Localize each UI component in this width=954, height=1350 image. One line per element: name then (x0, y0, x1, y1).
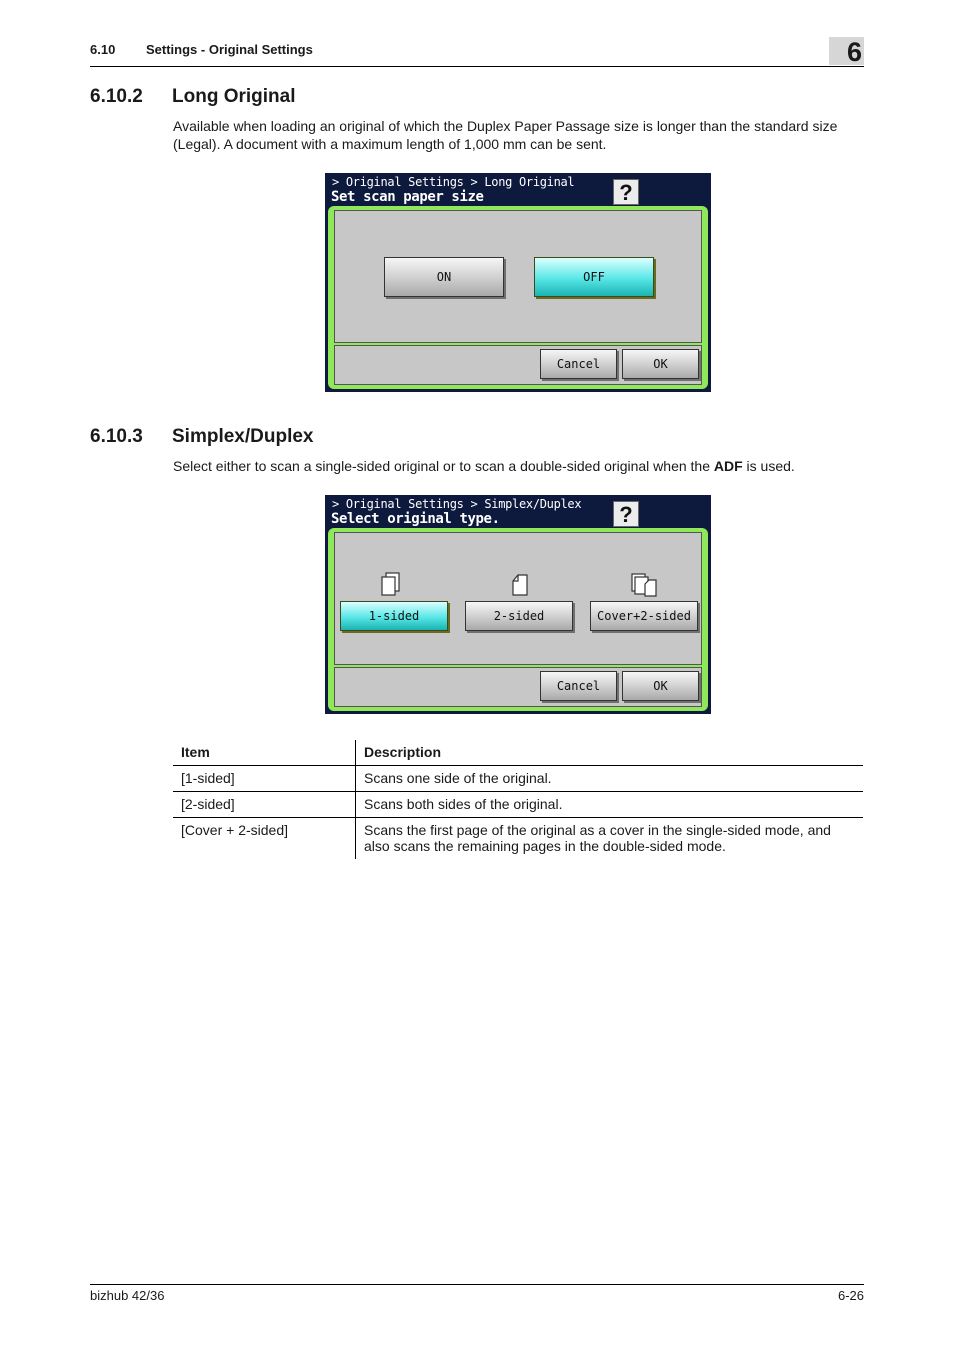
table-cell-description: Scans the first page of the original as a cover in the single-sided mode, and also scans the remaining pages in the double-sided mode. (364, 822, 831, 854)
header-section-number: 6.10 (90, 42, 116, 57)
help-button[interactable]: ? (613, 501, 639, 527)
table-cell-item: [2-sided] (173, 792, 356, 818)
one-sided-button[interactable]: 1-sided (340, 601, 448, 631)
cancel-button[interactable]: Cancel (540, 349, 617, 379)
description-text-end: is used. (742, 458, 795, 474)
panel-breadcrumb: > Original Settings > Long Original (332, 175, 575, 189)
panel-work-area (334, 210, 702, 343)
table-row (173, 766, 863, 792)
description-text: Select either to scan a single-sided original or to scan a double-sided original when the (173, 458, 714, 474)
cancel-button[interactable]: Cancel (540, 671, 617, 701)
section-title: Long Original (172, 86, 296, 107)
simplex-duplex-description (173, 457, 863, 475)
panel-breadcrumb: > Original Settings > Simplex/Duplex (332, 497, 582, 511)
table-cell-description: Scans both sides of the original. (356, 792, 864, 818)
panel-frame (328, 206, 708, 389)
ok-button[interactable]: OK (622, 349, 699, 379)
two-sided-button[interactable]: 2-sided (465, 601, 573, 631)
column-header-description: Description (356, 740, 864, 766)
item-description-table (173, 740, 863, 859)
off-button[interactable]: OFF (534, 257, 654, 297)
footer-model: bizhub 42/36 (90, 1288, 165, 1303)
header-section-title: Settings - Original Settings (146, 42, 313, 57)
ok-button[interactable]: OK (622, 671, 699, 701)
double-sided-document-icon (507, 571, 531, 599)
chapter-badge: 6 (829, 37, 864, 65)
running-header (90, 42, 864, 67)
table-cell-description: Scans one side of the original. (356, 766, 864, 792)
simplex-duplex-panel (325, 495, 711, 714)
long-original-panel (325, 173, 711, 392)
cover-document-icon (628, 571, 660, 599)
section-heading-long-original (90, 86, 296, 108)
panel-prompt: Set scan paper size (331, 189, 484, 205)
adf-term: ADF (713, 458, 743, 474)
on-button[interactable]: ON (384, 257, 504, 297)
section-heading-simplex-duplex (90, 426, 314, 448)
cover-two-sided-button[interactable]: Cover+2-sided (590, 601, 698, 631)
footer-page-number: 6-26 (837, 1288, 864, 1303)
footer-rule (90, 1284, 864, 1285)
section-title: Simplex/Duplex (172, 426, 314, 447)
table-row (173, 818, 863, 860)
panel-frame (328, 528, 708, 711)
long-original-description: Available when loading an original of which the Duplex Paper Passage size is longer than the standard size (Legal). A document with a maximum length of 1,000 mm can be sent. (173, 118, 838, 152)
panel-footer (334, 345, 702, 385)
panel-prompt: Select original type. (331, 511, 500, 527)
section-number: 6.10.2 (90, 86, 143, 107)
column-header-item: Item (173, 740, 356, 766)
section-number: 6.10.3 (90, 426, 143, 447)
table-cell-item: [Cover + 2-sided] (173, 818, 356, 860)
table-row (173, 792, 863, 818)
single-sided-document-icon (379, 571, 403, 599)
table-header-row (173, 740, 863, 766)
panel-work-area (334, 532, 702, 665)
help-button[interactable]: ? (613, 179, 639, 205)
table-cell-item: [1-sided] (173, 766, 356, 792)
panel-footer (334, 667, 702, 707)
